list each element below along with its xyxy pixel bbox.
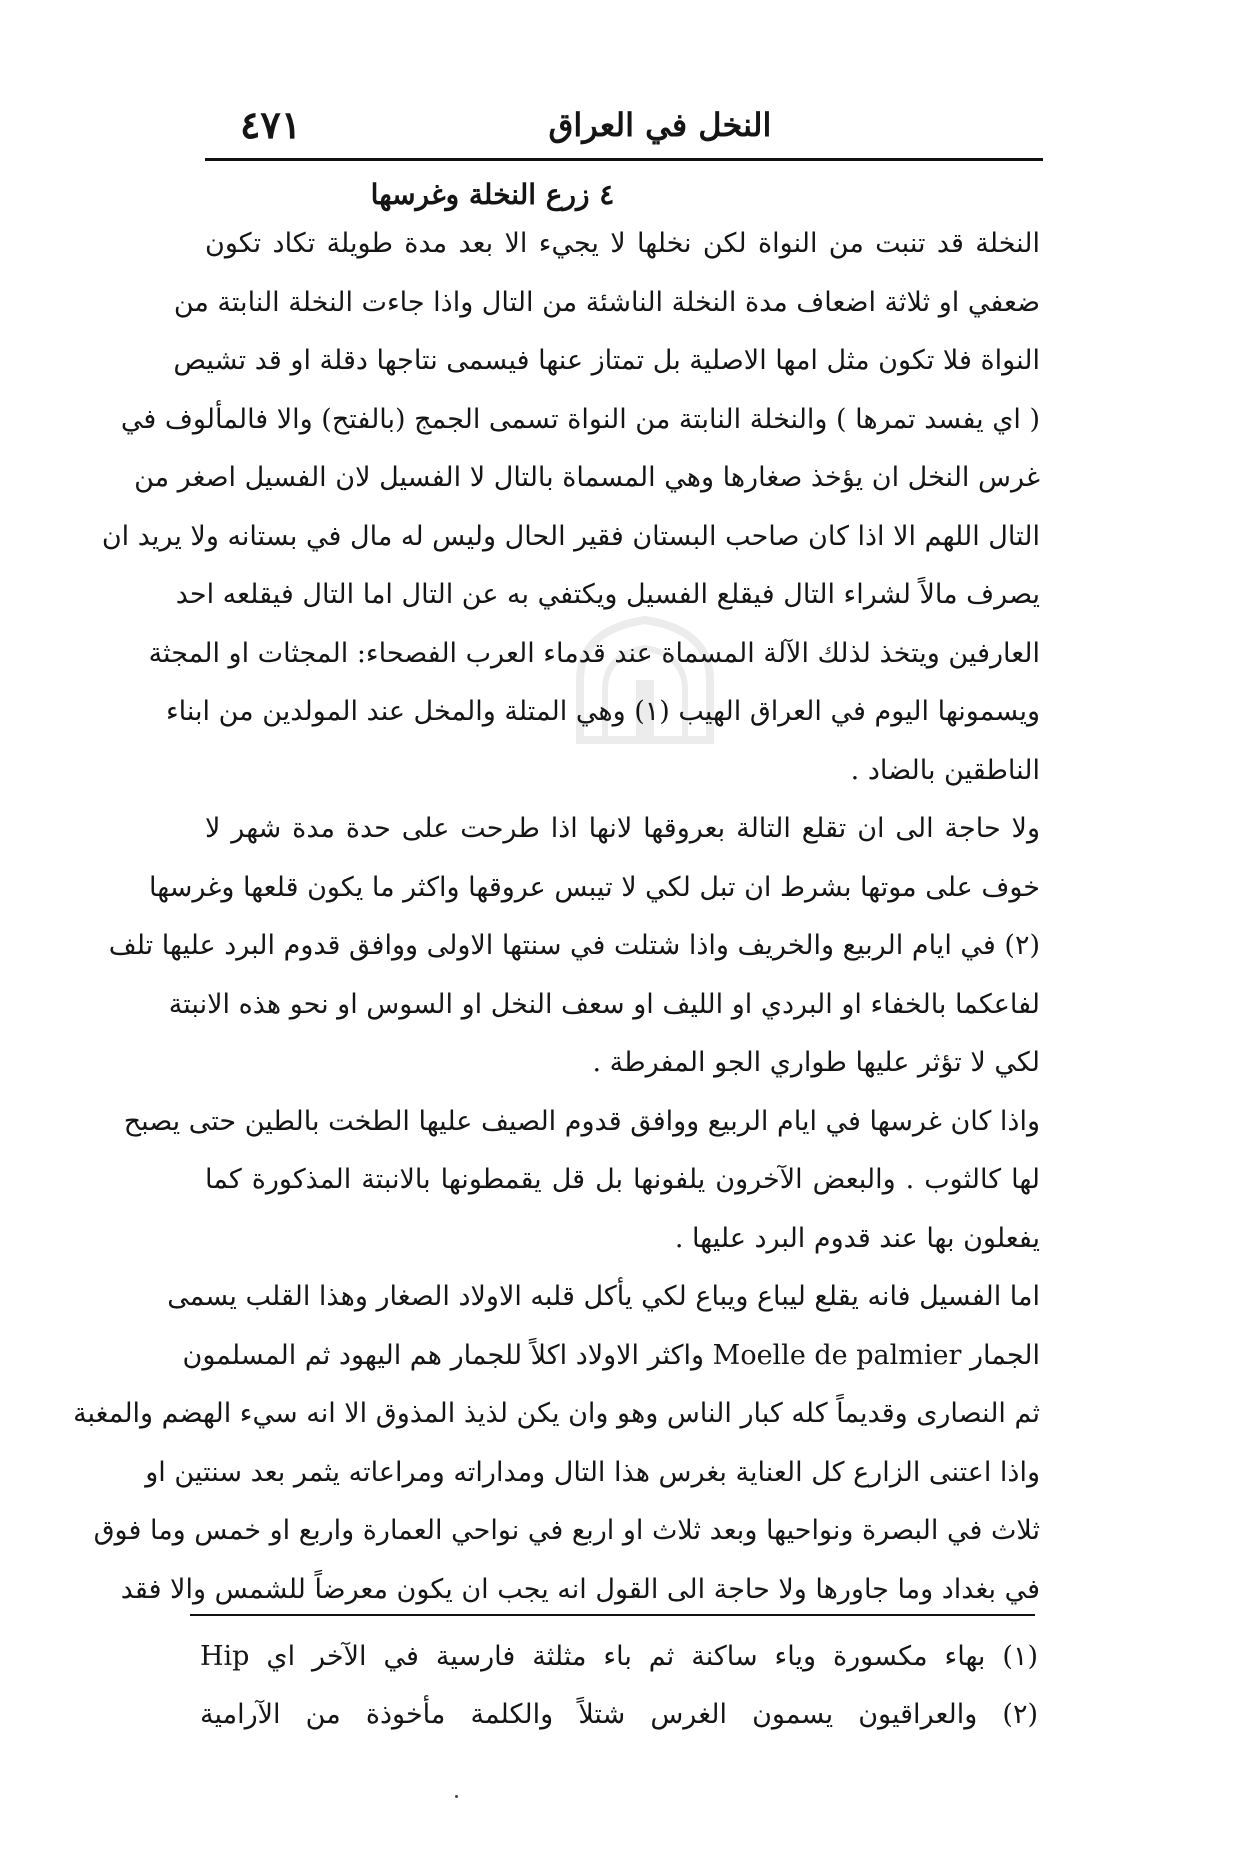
text-line: يفعلون بها عند قدوم البرد عليها .: [674, 1222, 1040, 1254]
text-line: الجمار Moelle de palmier واكثر الاولاد اكلاً للجمار هم اليهود ثم المسلمون: [182, 1339, 1040, 1371]
page-header: [200, 100, 1050, 160]
text-line: ثم النصارى وقديماً كله كبار الناس وهو وان يكن لذيذ المذوق الا انه سيء الهضم والمغبة: [73, 1398, 1040, 1429]
page-number: ٤٧١: [240, 102, 302, 147]
footnote-rule: [190, 1614, 1035, 1616]
text-line: غرس النخل ان يؤخذ صغارها وهي المسماة بالتال لا الفسيل لان الفسيل اصغر من: [134, 462, 1040, 493]
stray-mark: [455, 1795, 458, 1798]
text-line: لكي لا تؤثر عليها طواري الجو المفرطة .: [592, 1047, 1040, 1078]
section-heading: ٤ زرع النخلة وغرسها: [370, 178, 615, 211]
footnote: (٢) والعراقيون يسمون الغرس شتلاً والكلمة مأخوذة من الآرامية: [200, 1699, 1038, 1730]
text-line: واذا اعتنى الزارع كل العناية بغرس هذا التال ومداراته ومراعاته يثمر بعد سنتين او: [145, 1456, 1040, 1488]
text-line: التال اللهم الا اذا كان صاحب البستان فقير الحال وليس له مال في بستانه ولا يريد ان: [101, 520, 1040, 552]
text-line: في بغداد وما جاورها ولا حاجة الى القول انه يجب ان يكون معرضاً للشمس والا فقد: [120, 1573, 1040, 1605]
text-line: ويسمونها اليوم في العراق الهيب (١) وهي المتلة والمخل عند المولدين من ابناء: [165, 696, 1040, 727]
text-line: ولا حاجة الى ان تقلع التالة بعروقها لانها اذا طرحت على حدة مدة شهر لا: [205, 813, 1040, 844]
text-line: لها كالثوب . والبعض الآخرون يلفونها بل قل يقمطونها بالانبتة المذكورة كما: [205, 1164, 1040, 1195]
header-rule: [205, 158, 1043, 161]
text-line: النواة فلا تكون مثل امها الاصلية بل تمتاز عنها فيسمى نتاجها دقلة او قد تشيص: [173, 345, 1040, 376]
text-line: اما الفسيل فانه يقلع ليباع ويباع لكي يأكل قلبه الاولاد الصغار وهذا القلب يسمى: [167, 1281, 1040, 1312]
text-line: لفاعكما بالخفاء او البردي او الليف او سعف النخل او السوس او نحو هذه الانبتة: [168, 988, 1040, 1020]
text-line: ( اي يفسد تمرها ) والنخلة النابتة من النواة تسمى الجمج (بالفتح) والا فالمألوف في: [120, 403, 1040, 435]
footnotes: [200, 1628, 1038, 1744]
text-line: خوف على موتها بشرط ان تبل لكي لا تيبس عروقها واكثر ما يكون قلعها وغرسها: [149, 871, 1040, 903]
text-line: (٢) في ايام الربيع والخريف واذا شتلت في سنتها الاولى ووافق قدوم البرد عليها تلف: [108, 930, 1040, 961]
text-line: يصرف مالاً لشراء التال فيقلع الفسيل ويكتفي به عن التال اما التال فيقلعه احد: [175, 579, 1040, 610]
text-line: الناطقين بالضاد .: [850, 754, 1040, 786]
text-line: العارفين ويتخذ لذلك الآلة المسماة عند قدماء العرب الفصحاء: المجثات او المجثة: [148, 637, 1040, 669]
body-text: [73, 175, 1040, 1619]
text-line: النخلة قد تنبت من النواة لكن نخلها لا يجيء الا بعد مدة طويلة تكاد تكون: [205, 228, 1040, 259]
text-line: واذا كان غرسها في ايام الربيع ووافق قدوم الصيف عليها الطخت بالطين حتى يصبح: [123, 1105, 1040, 1137]
footnote: (١) بهاء مكسورة وياء ساكنة ثم باء مثلثة فارسية في الآخر اي Hip: [200, 1641, 1038, 1672]
text-line: ثلاث في البصرة ونواحيها وبعد ثلاث او اربع في نواحي العمارة واربع او خمس وما فوق: [93, 1515, 1040, 1546]
text-line: ضعفي او ثلاثة اضعاف مدة النخلة الناشئة من التال واذا جاءت النخلة النابتة من: [173, 286, 1040, 318]
running-title: النخل في العراق: [548, 106, 772, 144]
